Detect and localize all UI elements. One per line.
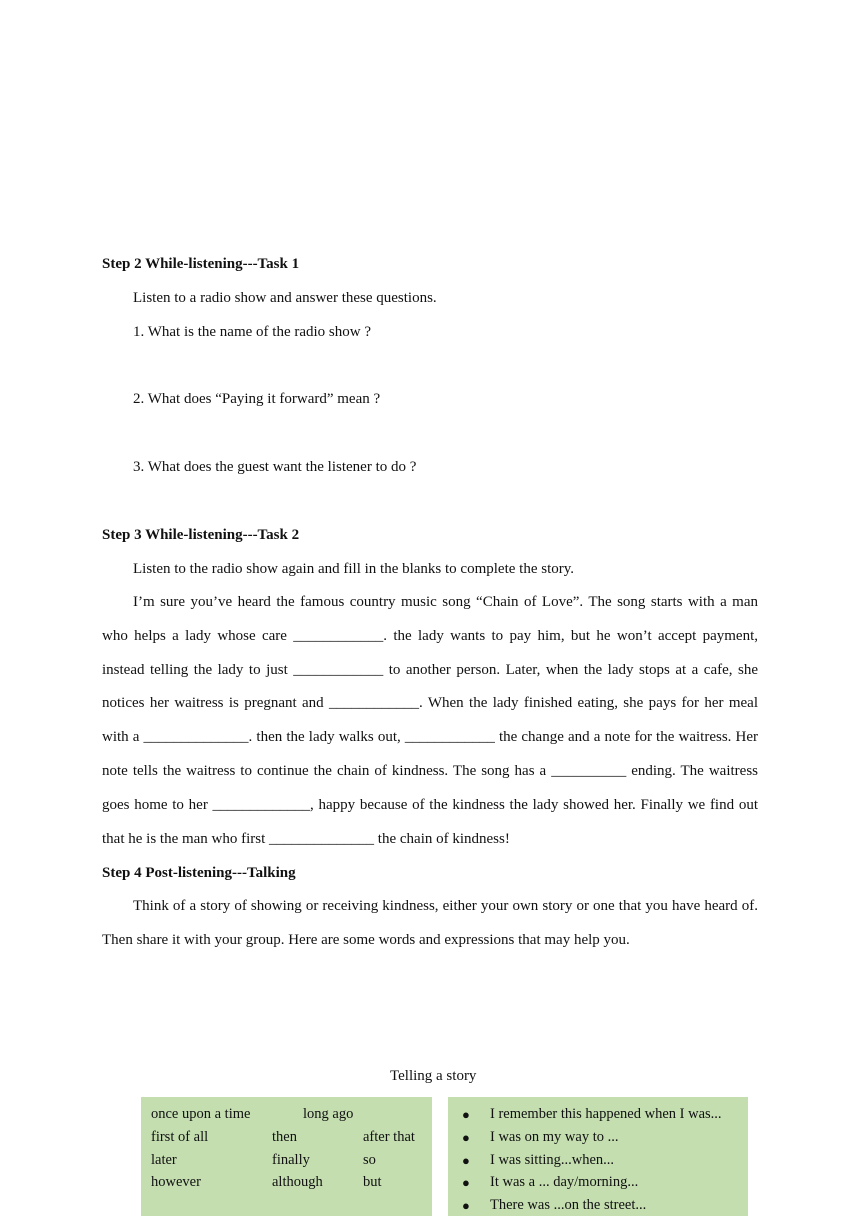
word-cell: first of all (151, 1129, 209, 1145)
expression-item: I remember this happened when I was... (490, 1106, 722, 1122)
step2-heading: Step 2 While-listening---Task 1 (102, 256, 300, 272)
bullet-icon: ● (462, 1175, 470, 1190)
words-box (141, 1097, 432, 1216)
question-2: 2. What does “Paying it forward” mean ? (133, 391, 381, 407)
word-cell: so (363, 1152, 376, 1168)
word-cell: although (272, 1174, 323, 1190)
expression-item: There was ...on the street... (490, 1197, 647, 1213)
word-cell: once upon a time (151, 1106, 251, 1122)
bullet-icon: ● (462, 1198, 470, 1213)
word-cell: however (151, 1174, 201, 1190)
step4-text: Think of a story of showing or receiving kindness, either your own story or one that you have heard of. Then share it with your group. Here are some words and expressions that may help you. (102, 898, 758, 948)
step4-heading: Step 4 Post-listening---Talking (102, 865, 296, 881)
word-cell: long ago (303, 1106, 354, 1122)
step2-instruction: Listen to a radio show and answer these questions. (133, 290, 437, 306)
word-cell: after that (363, 1129, 415, 1145)
expression-item: I was on my way to ... (490, 1129, 619, 1145)
word-cell: then (272, 1129, 297, 1145)
story-text: I’m sure you’ve heard the famous country music song “Chain of Love”. The song starts with a man who helps a lady whose care ____________. the lady wants to pay him, but he won’t accept payment, instead telling the lady to just ____________ to another person. Later, when the lady stops at a cafe, she notices her waitress is pregnant and ____________. When the lady finished eating, she pays for her meal with a ______________. then the lady walks out, ____________ the change and a note for the waitress. Her note tells the waitress to continue the chain of kindness. The song has a __________ ending. The waitress goes home to her _____________, happy because of the kindness the lady showed her. Finally we find out that he is the man who first ______________ the chain of kindness! (102, 594, 758, 847)
question-3: 3. What does the guest want the listener to do ? (133, 459, 417, 475)
expression-item: I was sitting...when... (490, 1152, 615, 1168)
step4-paragraph (102, 890, 758, 958)
story-paragraph (102, 586, 758, 856)
bullet-icon: ● (462, 1153, 470, 1168)
step3-heading: Step 3 While-listening---Task 2 (102, 527, 300, 543)
expression-item: It was a ... day/morning... (490, 1174, 639, 1190)
expressions-box (448, 1097, 748, 1216)
bullet-icon: ● (462, 1130, 470, 1145)
question-1: 1. What is the name of the radio show ? (133, 324, 371, 340)
word-cell: finally (272, 1152, 310, 1168)
telling-title: Telling a story (390, 1068, 477, 1084)
bullet-icon: ● (462, 1107, 470, 1122)
step3-instruction: Listen to the radio show again and fill in the blanks to complete the story. (133, 561, 575, 577)
word-cell: but (363, 1174, 382, 1190)
word-cell: later (151, 1152, 177, 1168)
